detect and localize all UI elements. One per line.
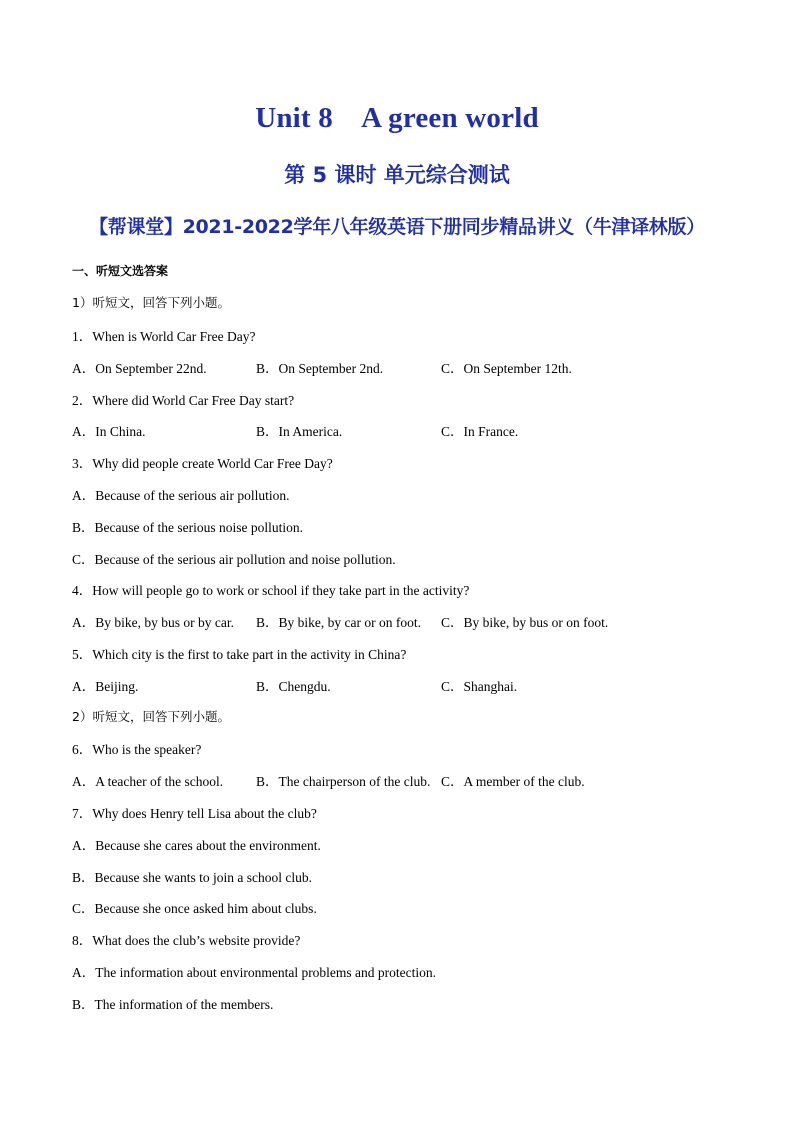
q3-option-b: B．Because of the serious noise pollution. [72, 520, 303, 535]
question-2: 2．Where did World Car Free Day start? [72, 393, 295, 408]
question-5: 5．Which city is the first to take part in the activity in China? [72, 647, 407, 662]
q8-option-b: B．The information of the members. [72, 997, 274, 1012]
question-8: 8．What does the club’s website provide? [72, 933, 301, 948]
unit-title: Unit 8 A green world [255, 102, 539, 134]
q7-option-a: A．Because she cares about the environment. [72, 838, 321, 853]
q2-option-b: B．In America. [256, 424, 343, 439]
series-title: 【帮课堂】2021-2022学年八年级英语下册同步精品讲义（牛津译林版） [89, 216, 705, 238]
q1-option-a: A．On September 22nd. [72, 361, 207, 376]
q8-option-a: A．The information about environmental problems and protection. [72, 965, 437, 980]
part1-intro: 1）听短文，回答下列小题。 [72, 295, 230, 310]
q4-option-c: C．By bike, by bus or on foot. [441, 615, 609, 630]
q5-option-a: A．Beijing. [72, 679, 139, 694]
q7-option-b: B．Because she wants to join a school club. [72, 870, 312, 885]
lesson-subtitle: 第 5 课时 单元综合测试 [284, 163, 510, 187]
q4-option-b: B．By bike, by car or on foot. [256, 615, 421, 630]
question-3: 3．Why did people create World Car Free Day? [72, 456, 333, 471]
q6-option-c: C．A member of the club. [441, 774, 585, 789]
q2-option-c: C．In France. [441, 424, 519, 439]
q6-option-b: B．The chairperson of the club. [256, 774, 431, 789]
section-heading: 一、听短文选答案 [72, 264, 169, 278]
question-1: 1．When is World Car Free Day? [72, 329, 256, 344]
q3-option-c: C．Because of the serious air pollution and noise pollution. [72, 552, 396, 567]
q5-option-b: B．Chengdu. [256, 679, 331, 694]
q1-option-b: B．On September 2nd. [256, 361, 384, 376]
question-4: 4．How will people go to work or school if they take part in the activity? [72, 583, 470, 598]
q1-option-c: C．On September 12th. [441, 361, 572, 376]
q4-option-a: A．By bike, by bus or by car. [72, 615, 234, 630]
question-6: 6．Who is the speaker? [72, 742, 202, 757]
q2-option-a: A．In China. [72, 424, 146, 439]
q5-option-c: C．Shanghai. [441, 679, 518, 694]
part2-intro: 2）听短文，回答下列小题。 [72, 709, 230, 724]
question-7: 7．Why does Henry tell Lisa about the club? [72, 806, 317, 821]
q3-option-a: A．Because of the serious air pollution. [72, 488, 290, 503]
q7-option-c: C．Because she once asked him about clubs. [72, 901, 317, 916]
q6-option-a: A．A teacher of the school. [72, 774, 224, 789]
